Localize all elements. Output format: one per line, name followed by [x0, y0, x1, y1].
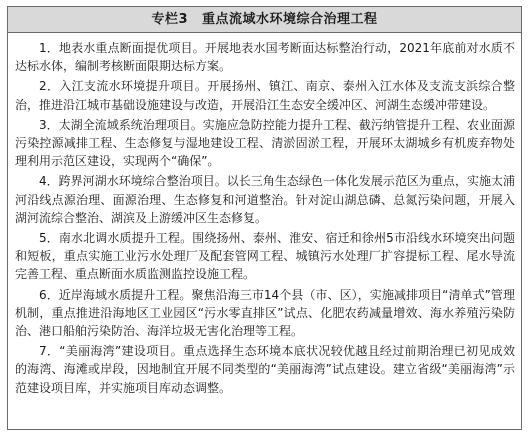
column-content [8, 33, 521, 397]
item-5: 5．南水北调水质提升工程。围绕扬州、泰州、淮安、宿迁和徐州5市沿线水环境突出问题和短板，重点实施工业污水处理厂及配套管网工程、城镇污水处理厂扩容提标工程、尾水导流完善工程、重点断面水质监测监控设施工程。 [15, 231, 515, 282]
column-box [7, 6, 522, 430]
item-4: 4．跨界河湖水环境综合整治项目。以长三角生态绿色一体化发展示范区为重点，实施太浦河沿线点源治理、面源治理、生态修复和河道整治。针对淀山湖总磷、总氮污染问题，开展入湖河流综合整治、湖滨及上游缓冲区生态修复。 [15, 174, 515, 225]
column-header [8, 7, 521, 33]
item-3: 3．太湖全流域系统治理项目。实施应急防控能力提升工程、截污纳管提升工程、农业面源污染控源减排工程、生态修复与湿地建设工程、清淤固淤工程，开展环太湖城乡有机废弃物处理利用示范区建设，实现两个“确保”。 [15, 117, 515, 169]
column-title: 重点流域水环境综合治理工程 [202, 12, 378, 27]
item-7: 7．“美丽海湾”建设项目。重点选择生态环境本底状况较优越且经过前期治理已初见成效的海湾、海滩或岸段，因地制宜开展不同类型的“美丽海湾”试点建设。建立省级“美丽海湾”示范建设项目库，并实施项目库动态调整。 [15, 344, 515, 395]
item-2: 2．入江支流水环境提升项目。开展扬州、镇江、南京、泰州入江水体及支流支浜综合整治，推进沿江城市基础设施建设与改造，开展沿江生态安全缓冲区、河湖生态缓冲带建设。 [15, 79, 515, 112]
item-6: 6．近岸海域水质提升工程。聚焦沿海三市14个县（市、区），实施减排项目“清单式”管理机制，重点推进沿海地区工业园区“污水零直排区”试点、化肥农药减量增效、海水养殖污染防治、港口船舶污染防治、海洋垃圾无害化治理等工程。 [15, 287, 515, 339]
item-1: 1．地表水重点断面提优项目。开展地表水国考断面达标整治行动，2021年底前对水质不达标水体，编制考核断面限期达标方案。 [15, 41, 515, 74]
column-label: 专栏3 [151, 12, 189, 27]
